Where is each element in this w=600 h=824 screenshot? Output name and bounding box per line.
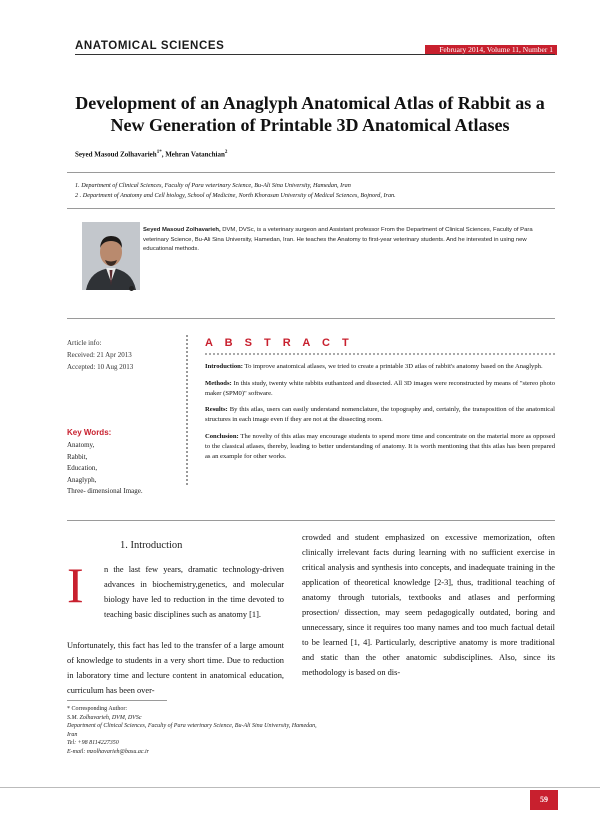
affiliation-2: 2 . Department of Anatomy and Cell biology, School of Medicine, North Khorasan University of Medical Sciences, Bojnord, Iran. [75, 192, 396, 199]
footnote-dept: Department of Clinical Sciences, Faculty of Para veterinary Science, Bu-Ali Sina University, Hamedan, Iran [67, 723, 317, 738]
author-2-marks: 2 [224, 150, 228, 155]
abstract-results [205, 405, 555, 425]
accepted-date [67, 361, 133, 373]
divider [67, 318, 555, 319]
author-photo [82, 222, 140, 290]
author-1: Seyed Masoud Zolhavarieh [75, 150, 157, 159]
abstract-body [205, 362, 555, 468]
drop-cap: I [67, 557, 84, 613]
footnote-rule [67, 700, 167, 701]
keywords-list [67, 440, 143, 498]
divider [67, 520, 555, 521]
abstract-intro-label: Introduction: [205, 363, 243, 370]
author-separator: , [161, 150, 166, 159]
page-number: 59 [530, 790, 558, 810]
bio-text: DVM, DVSc, is a veterinary surgeon and Assistant professor From the Department of Clinical Sciences, Faculty of Para veterinary Science, Bu-Ali Sina University, Hamedan, Iran. He teaches the Anatomy to first-year veterinary students. And he interested in using new educational methods. [143, 227, 533, 252]
abstract-introduction [205, 362, 555, 372]
abstract-title: A B S T R A C T [205, 337, 354, 349]
author-1-marks: 1* [156, 150, 162, 155]
keyword-item: Anatomy, [67, 441, 95, 449]
accepted-label: Accepted: [67, 363, 96, 371]
keyword-item: Anaglyph, [67, 475, 97, 484]
corresponding-author-footnote [67, 705, 327, 757]
abstract-conclusion [205, 432, 555, 461]
abstract-conclusion-label: Conclusion: [205, 432, 239, 440]
intro-right-column: crowded and student emphasized on excessive memorization, often clinically irrelevant facts during learning with no sufficient exercise in critical analysis and synthesis into concepts, and inadequate training in the application of theoretical knowledge [2-3], thus, traditional teaching of anatomy through tutorials, textbooks and atlases and performing prosection/ dissection, may seem pedagogically outdated, boring and unnecessary, since it requires too many names and too much factual detail to be learned [1, 4]. Particularly, descriptive anatomy is more traditional and static than the other anatomic subdisciplines. Also, since its methodology is based on dis- [302, 533, 555, 677]
affiliation-1: 1. Department of Clinical Sciences, Faculty of Para veterinary Science, Bu-Ali Sina University, Hamedan, Iran [75, 182, 351, 189]
article-info-label: Article info: [67, 339, 102, 347]
received-label: Received: [67, 351, 95, 359]
divider [67, 172, 555, 173]
intro-paragraph-2: Unfortunately, this fact has led to the transfer of a large amount of knowledge to students in a very short time. Due to reduction in laboratory time and lecture content in anatomical education, curriculum has been over- [67, 641, 284, 695]
bio-name: Seyed Masoud Zolhavarieh, [143, 227, 221, 233]
abstract-methods-label: Methods: [205, 379, 232, 387]
journal-name: ANATOMICAL SCIENCES [75, 40, 225, 52]
author-bio [143, 226, 553, 255]
divider [67, 208, 555, 209]
keyword-item: Three- dimensional Image. [67, 487, 143, 495]
footnote-email: E-mail: mzolhavarieh@basu.ac.ir [67, 748, 150, 755]
abstract-conclusion-text: The novelty of this atlas may encourage students to spend more time and concentrate on the material more as opposed to the classical atlases, thereby, leading to better understanding of anatomy. It is worth mentioning that this atlas has been prepared as an example for other works. [205, 432, 555, 460]
bullet-dot [129, 286, 134, 291]
article-title: Development of an Anaglyph Anatomical Atlas of Rabbit as a New Generation of Printable 3D Anatomical Atlases [75, 93, 545, 135]
keywords-title: Key Words: [67, 428, 112, 437]
footnote-name: S.M. Zolhavarieh, DVM, DVSc [67, 714, 142, 721]
accepted-value: 10 Aug 2013 [97, 363, 134, 371]
header-rule [75, 54, 555, 55]
issue-label: February 2014, Volume 11, Number 1 [425, 45, 557, 55]
author-2: Mehran Vatanchian [165, 150, 225, 159]
abstract-results-text: By this atlas, users can easily understand nomenclature, the topography and, certainly, the transposition of the anatomical structures in each image even if they are not at the dissecting room. [205, 406, 555, 424]
abstract-methods-text: In this study, twenty white rabbits euthanized and dissected. All 3D images were reconstructed by means of "stereo photo maker (SPM0)" software. [205, 379, 555, 397]
keyword-item: Education, [67, 464, 98, 472]
footer-rule [0, 787, 600, 788]
footnote-label: * Corresponding Author: [67, 706, 127, 712]
abstract-dotted-rule [205, 353, 555, 355]
footnote-tel: Tel: +98 8114227350 [67, 740, 119, 747]
author-line [75, 150, 555, 158]
abstract-results-label: Results: [205, 406, 228, 414]
vertical-dotted-divider [186, 335, 188, 485]
author-photo-image [82, 222, 140, 290]
section-title: 1. Introduction [120, 540, 183, 551]
received-date [67, 349, 132, 361]
abstract-methods [205, 379, 555, 399]
received-value: 21 Apr 2013 [96, 351, 132, 359]
intro-paragraph-1: n the last few years, dramatic technology-driven advances in biochemistry,genetics, and molecular biology have led to reduction in the time devoted to teaching basic disciplines such as anatomy [1]. [104, 565, 284, 619]
keyword-item: Rabbit, [67, 452, 88, 461]
abstract-intro-text: To improve anatomical atlases, we tried to create a printable 3D atlas of rabbit's anatomy based on the Anaglyph. [242, 363, 543, 370]
